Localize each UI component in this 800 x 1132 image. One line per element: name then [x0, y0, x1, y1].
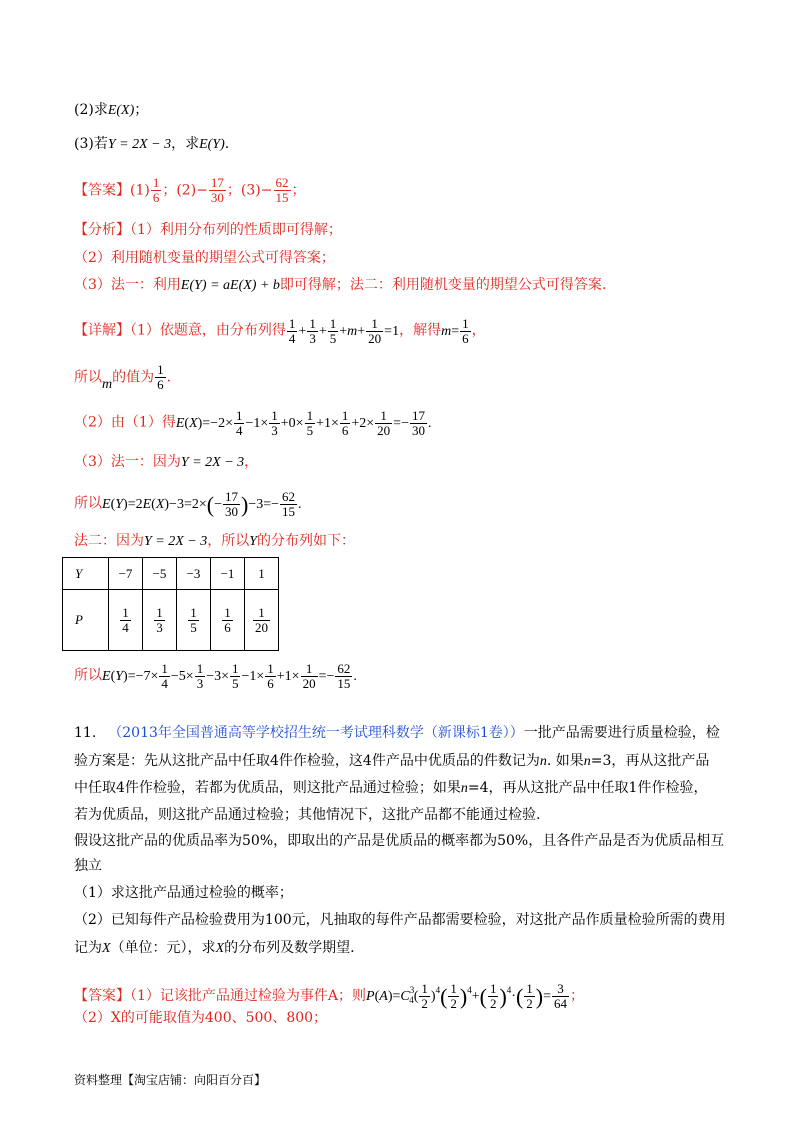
table-cell: $\frac{1}{20}$ [245, 590, 279, 651]
table-cell: $\frac{1}{6}$ [211, 590, 245, 651]
problem-11-line-5: 假设这批产品的优质品率为50%，即取出的产品是优质品的概率都为50%，且各件产品是否为优质品相互 [74, 833, 725, 849]
detail-line-3b: 所以E(Y)=2E(X)−3=2×(− $\frac{17}{30}$ )−3=− $\frac{62}{15}$ . [74, 489, 302, 519]
analysis-line-3: （3）法一：利用E(Y) = aE(X) + b即可得解；法二：利用随机变量的期望公式可得答案. [74, 277, 607, 293]
question-3: (3)若Y = 2X − 3，求E(Y). [74, 136, 230, 152]
problem-11-line-3: 中任取4件作检验，若都为优质品，则这批产品通过检验；如果n=4，再从这批产品中任取1件作检验， [74, 780, 708, 796]
problem-11-line-9: 记为X（单位：元），求X的分布列及数学期望. [74, 940, 355, 956]
table-row [63, 590, 279, 651]
answer-line: 【答案】(1) $\frac{1}{6}$ ；(2)− $\frac{17}{30}$ ；(3)− $\frac{62}{15}$ ； [74, 175, 306, 205]
problem-source: （2013年全国普通高等学校招生统一考试理科数学（新课标1卷）） [108, 725, 524, 741]
table-cell: −1 [211, 558, 245, 590]
question-2: (2)求E(X)； [74, 102, 149, 118]
detail-line-1: 【详解】（1）依题意，由分布列得 $\frac{1}{4}$ + $\frac{1}{3}$ + $\frac{1}{5}$ +m+ $\frac{1}{20}$ =1，解得m= $\frac{1}{6}$ ， [74, 316, 486, 346]
table-header-y: Y [63, 558, 109, 590]
table-cell: −5 [143, 558, 177, 590]
table-header-p: P [63, 590, 109, 651]
table-cell: $\frac{1}{3}$ [143, 590, 177, 651]
detail-m-value: 所以m的值为 $\frac{1}{6}$ . [74, 362, 172, 392]
problem-11-line-6: 独立 [74, 858, 102, 874]
detail-line-2: （2）由（1）得E(X)=−2× $\frac{1}{4}$ −1× $\frac{1}{3}$ +0× $\frac{1}{5}$ +1× $\frac{1}{6}$ +2× $\frac{1}{20}$ =− $\frac{17}{30}$ . [74, 408, 432, 438]
probability-formula: $P(A)=C^3_4$( $\frac{1}{2}$ )$^4$( $\frac{1}{2}$ )$^4$+( $\frac{1}{2}$ )$^4$·( $\frac{1}{2}$ )= $\frac{3}{64}$ [366, 981, 568, 1012]
table-cell: −3 [177, 558, 211, 590]
table-cell: −7 [109, 558, 143, 590]
analysis-line-1: 【分析】（1）利用分布列的性质即可得解； [74, 222, 342, 238]
problem-11-line-8: （2）已知每件产品检验费用为100元，凡抽取的每件产品都需要检验，对这批产品作质量检验所需的费用 [74, 912, 726, 928]
problem-11-line-2: 验方案是：先从这批产品中任取4件作检验，这4件产品中优质品的件数记为n. 如果n=3，再从这批产品 [74, 753, 710, 769]
problem-11-line-1: 11. （2013年全国普通高等学校招生统一考试理科数学（新课标1卷））一批产品需要进行质量检验，检 [74, 725, 720, 741]
detail-line-3: （3）法一：因为Y = 2X − 3， [74, 454, 259, 470]
answer2-line-2: （2）X的可能取值为400、500、800； [74, 1010, 328, 1026]
table-row [63, 558, 279, 590]
answer2-line-1: 【答案】（1）记该批产品通过检验为事件A；则$P(A)=C^3_4$( $\frac{1}{2}$ )$^4$( $\frac{1}{2}$ )$^4$+( $\frac{1}{2}$ )$^4$·( $\frac{1}{2}$ )= $\frac{3}{64}$ ； [74, 981, 585, 1012]
table-cell: 1 [245, 558, 279, 590]
problem-11-line-4: 若为优质品，则这批产品通过检验；其他情况下，这批产品都不能通过检验. [74, 807, 541, 823]
sum-equation: $\frac{1}{4}$ + $\frac{1}{3}$ + $\frac{1}{5}$ +m+ $\frac{1}{20}$ =1 [288, 316, 400, 346]
problem-11-line-7: （1）求这批产品通过检验的概率； [74, 885, 293, 901]
analysis-line-2: （2）利用随机变量的期望公式可得答案； [74, 250, 335, 266]
expectation-y-method2-line: 所以E(Y)=−7× $\frac{1}{4}$ −5× $\frac{1}{3}$ −3× $\frac{1}{5}$ −1× $\frac{1}{6}$ +1× $\frac{1}{20}$ =− $\frac{62}{15}$ . [74, 661, 357, 691]
expectation-y-method2: E(Y)=−7× $\frac{1}{4}$ −5× $\frac{1}{3}$ −3× $\frac{1}{5}$ −1× $\frac{1}{6}$ +1× $\frac{1}{20}$ =− $\frac{62}{15}$ . [102, 661, 357, 691]
distribution-table [62, 557, 279, 651]
expectation-x: E(X)=−2× $\frac{1}{4}$ −1× $\frac{1}{3}$ +0× $\frac{1}{5}$ +1× $\frac{1}{6}$ +2× $\frac{1}{20}$ =− $\frac{17}{30}$ . [175, 408, 432, 438]
table-cell: $\frac{1}{4}$ [109, 590, 143, 651]
page-footer: 资料整理【淘宝店铺：向阳百分百】 [74, 1073, 267, 1087]
table-cell: $\frac{1}{5}$ [177, 590, 211, 651]
expectation-y-method1: E(Y)=2E(X)−3=2×(− $\frac{17}{30}$ )−3=− $\frac{62}{15}$ . [102, 489, 302, 519]
method2-line: 法二：因为Y = 2X − 3，所以Y的分布列如下： [74, 533, 356, 549]
